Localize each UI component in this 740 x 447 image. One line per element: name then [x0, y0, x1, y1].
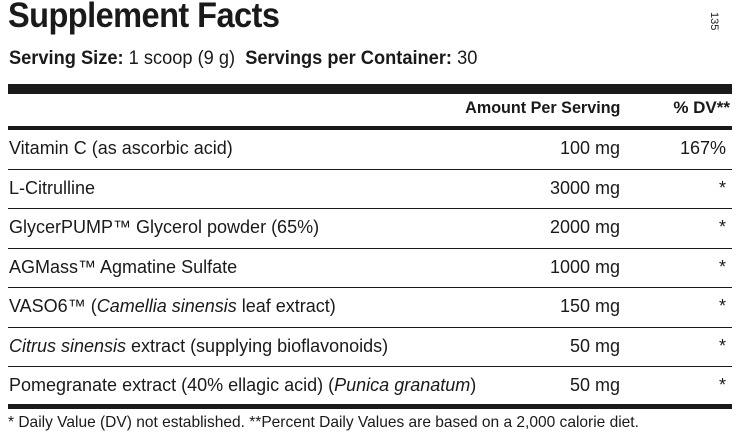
ingredient-amount: 50 mg — [569, 375, 620, 395]
ingredient-dv: * — [718, 256, 726, 277]
table-row — [8, 288, 732, 328]
ingredient-dv: 167% — [679, 138, 726, 158]
ingredient-amount: 3000 mg — [549, 177, 620, 198]
table-row — [8, 249, 732, 289]
table-header — [8, 94, 732, 126]
ingredient-amount: 150 mg — [559, 296, 620, 316]
ingredient-name: Pomegranate extract (40% ellagic acid) (Punica granatum) — [9, 375, 477, 395]
top-divider — [8, 84, 732, 94]
ingredient-name: Vitamin C (as ascorbic acid) — [9, 138, 233, 158]
table-row — [8, 328, 732, 368]
ingredient-amount: 100 mg — [559, 138, 620, 158]
ingredient-name: AGMass™ Agmatine Sulfate — [9, 256, 238, 277]
dv-header: % DV** — [673, 98, 730, 117]
table-row — [8, 209, 732, 249]
supplement-facts-panel — [8, 0, 732, 447]
panel-title: Supplement Facts — [8, 0, 280, 35]
ingredient-amount: 1000 mg — [549, 256, 620, 277]
serving-size-label: Serving Size: — [9, 48, 124, 69]
ingredient-name: L-Citrulline — [9, 177, 96, 198]
ingredient-name: GlycerPUMP™ Glycerol powder (65%) — [9, 217, 320, 237]
ingredient-rows — [8, 130, 732, 406]
ingredient-name: Citrus sinensis extract (supplying bioflavonoids) — [9, 335, 389, 356]
table-row — [8, 130, 732, 170]
serving-size-value: 1 scoop (9 g) — [128, 48, 236, 69]
ingredient-dv: * — [718, 375, 726, 395]
bottom-divider — [8, 404, 732, 409]
ingredient-amount: 2000 mg — [549, 217, 620, 237]
amount-per-serving-header: Amount Per Serving — [464, 98, 620, 117]
label-code: 135 — [708, 12, 720, 31]
servings-per-container-label: Servings per Container: — [245, 48, 453, 69]
serving-info — [9, 48, 477, 70]
table-row — [8, 170, 732, 210]
servings-per-container-value: 30 — [457, 48, 478, 69]
ingredient-dv: * — [718, 177, 726, 198]
ingredient-name: VASO6™ (Camellia sinensis leaf extract) — [9, 296, 336, 316]
ingredient-dv: * — [718, 335, 726, 356]
ingredient-dv: * — [718, 217, 726, 237]
ingredient-dv: * — [718, 296, 726, 316]
table-row — [8, 367, 732, 406]
ingredient-amount: 50 mg — [569, 335, 620, 356]
footnote: * Daily Value (DV) not established. **Percent Daily Values are based on a 2,000 calorie diet. — [8, 414, 639, 431]
